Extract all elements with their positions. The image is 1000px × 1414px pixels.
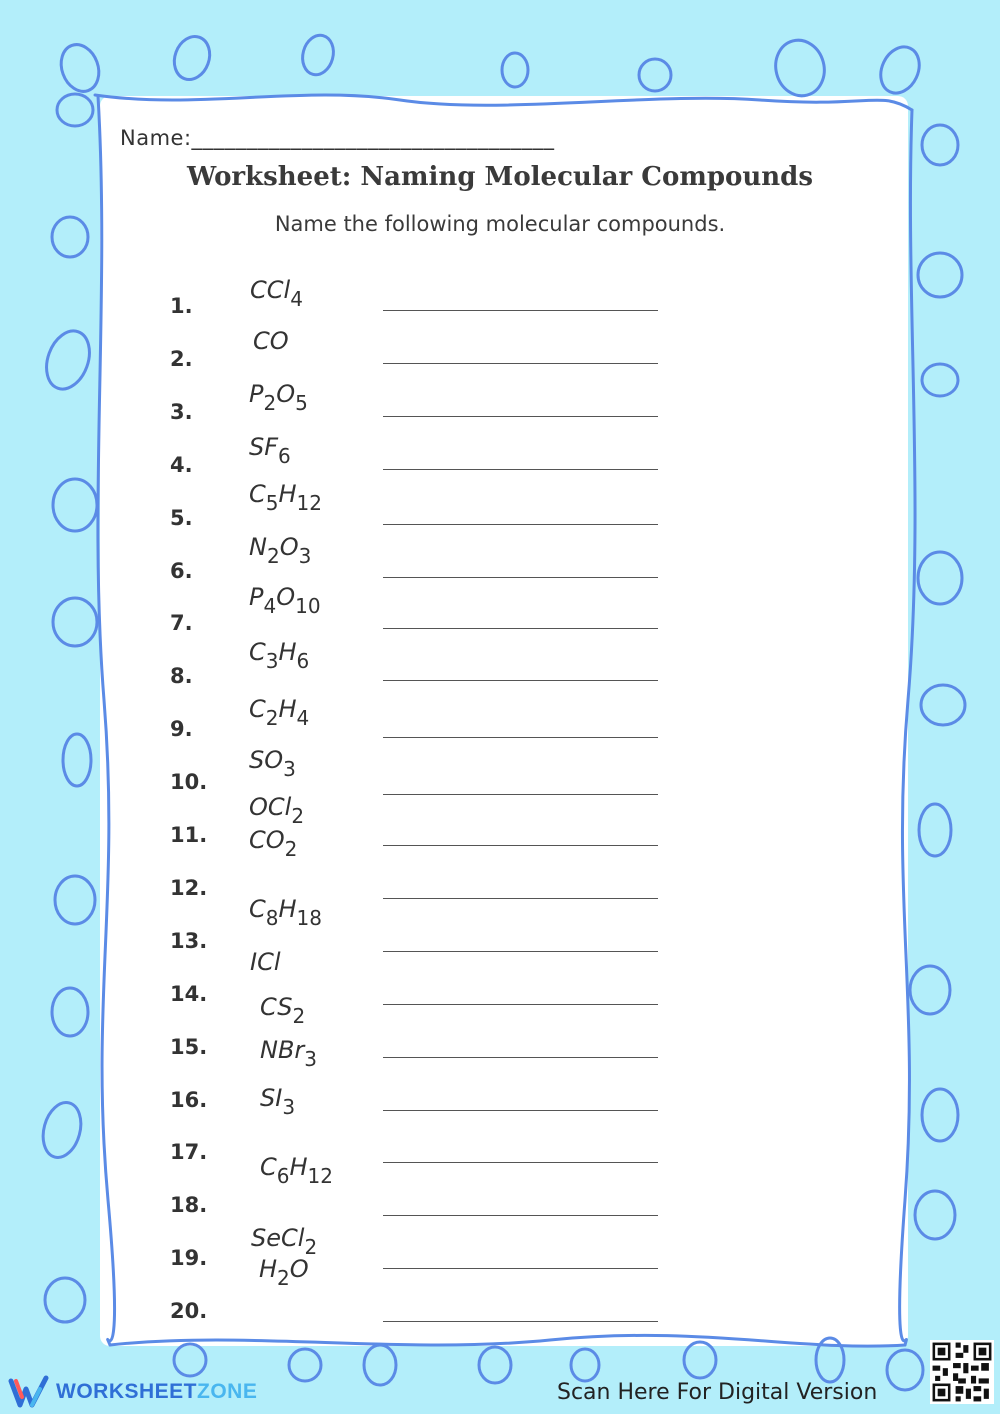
- formula-subscript: 2: [292, 1003, 306, 1028]
- question-number: 3.: [170, 399, 193, 424]
- worksheet-title: Worksheet: Naming Molecular Compounds: [187, 162, 813, 192]
- question-number: 1.: [170, 294, 193, 318]
- question-number: 17.: [170, 1140, 208, 1165]
- formula-subscript: 12: [307, 1164, 333, 1189]
- compound-formula: [250, 948, 281, 976]
- question-row: [0, 894, 1000, 963]
- answer-line[interactable]: [383, 680, 658, 681]
- answer-line[interactable]: [383, 1110, 658, 1111]
- question-number: 8.: [170, 664, 193, 689]
- question-row: [0, 793, 1000, 857]
- question-number: 4.: [170, 452, 193, 477]
- formula-subscript: 5: [295, 390, 308, 415]
- scan-text: Scan Here For Digital Version: [557, 1380, 878, 1405]
- compound-formula: [249, 432, 291, 468]
- formula-subscript: 8: [265, 905, 279, 930]
- formula-symbol: P: [249, 583, 264, 612]
- formula-symbol: C: [249, 638, 266, 667]
- question-row: [0, 638, 1000, 698]
- question-row: [0, 1224, 1000, 1280]
- answer-line[interactable]: [383, 1268, 658, 1269]
- question-row: [0, 479, 1000, 540]
- formula-symbol: O: [289, 1255, 309, 1284]
- formula-subscript: 2: [266, 543, 280, 568]
- formula-symbol: H: [259, 1255, 278, 1284]
- question-number: 18.: [170, 1193, 208, 1218]
- formula-subscript: 4: [296, 706, 310, 731]
- worksheetzone-w-icon: [8, 1375, 52, 1409]
- formula-symbol: C: [260, 1153, 277, 1182]
- compound-formula: [260, 1153, 333, 1189]
- answer-line[interactable]: [383, 845, 658, 846]
- question-number: 5.: [170, 505, 193, 530]
- compound-formula: [249, 638, 310, 674]
- formula-subscript: 6: [296, 649, 310, 674]
- question-row: [0, 432, 1000, 487]
- formula-subscript: 5: [265, 490, 279, 515]
- formula-subscript: 3: [298, 543, 312, 568]
- compound-formula: [249, 583, 321, 619]
- answer-line[interactable]: [383, 794, 658, 795]
- question-number: 9.: [170, 717, 193, 742]
- formula-symbol: O: [279, 532, 299, 561]
- question-number: 10.: [170, 770, 208, 795]
- compound-formula: [260, 1084, 296, 1120]
- question-number: 7.: [170, 611, 193, 636]
- formula-subscript: 2: [277, 1266, 290, 1291]
- question-row: [0, 379, 1000, 434]
- question-number: 12.: [170, 875, 208, 900]
- compound-formula: [251, 1224, 318, 1260]
- question-row: [0, 278, 1000, 328]
- formula-subscript: 4: [263, 594, 277, 619]
- formula-symbol: H: [278, 695, 297, 724]
- compound-formula: [249, 825, 298, 861]
- question-row: [0, 695, 1000, 751]
- compound-formula: [250, 276, 303, 311]
- answer-line[interactable]: [383, 737, 658, 738]
- worksheet-instructions: Name the following molecular compounds.: [274, 212, 726, 236]
- answer-line[interactable]: [383, 416, 658, 417]
- formula-symbol: H: [289, 1153, 308, 1182]
- formula-subscript: 3: [282, 1095, 296, 1120]
- formula-symbol: O: [276, 379, 296, 408]
- formula-symbol: H: [278, 638, 297, 667]
- formula-symbol: O: [276, 583, 296, 612]
- formula-subscript: 3: [304, 1046, 318, 1071]
- compound-formula: [249, 695, 310, 731]
- question-number: 16.: [170, 1087, 208, 1112]
- formula-subscript: 6: [278, 443, 291, 468]
- question-number: 6.: [170, 558, 193, 583]
- question-row: [0, 326, 1000, 381]
- formula-subscript: 2: [304, 1235, 318, 1260]
- question-row: [0, 746, 1000, 804]
- compound-formula: [249, 793, 305, 828]
- formula-symbol: CS: [260, 992, 293, 1021]
- question-number: 2.: [170, 346, 193, 371]
- worksheetzone-logo: [8, 1374, 257, 1410]
- logo-word-zone: ZONE: [197, 1380, 258, 1403]
- compound-formula: [259, 1255, 309, 1291]
- formula-symbol: CCl: [250, 276, 291, 304]
- logo-text: [56, 1380, 257, 1404]
- compound-formula: [260, 992, 306, 1028]
- answer-line[interactable]: [383, 1321, 658, 1322]
- formula-symbol: CO: [249, 825, 285, 854]
- compound-formula: [249, 746, 296, 782]
- compound-formula: [260, 1035, 318, 1071]
- formula-subscript: 2: [284, 836, 298, 861]
- answer-line[interactable]: [383, 898, 658, 899]
- question-number: 11.: [170, 823, 208, 847]
- formula-symbol: SI: [260, 1084, 283, 1113]
- formula-symbol: ICl: [250, 947, 281, 976]
- compound-formula: [253, 327, 289, 355]
- formula-subscript: 3: [265, 649, 279, 674]
- answer-line[interactable]: [383, 577, 658, 578]
- formula-symbol: CO: [253, 326, 289, 355]
- question-row: [0, 1153, 1000, 1227]
- formula-subscript: 3: [283, 757, 296, 782]
- answer-line[interactable]: [383, 1162, 658, 1163]
- formula-subscript: 10: [295, 594, 321, 619]
- formula-symbol: P: [249, 379, 264, 408]
- compound-formula: [249, 479, 322, 515]
- formula-subscript: 2: [291, 804, 305, 828]
- formula-symbol: H: [278, 894, 297, 923]
- compound-formula: [249, 532, 312, 568]
- formula-symbol: OCl: [249, 793, 292, 821]
- formula-symbol: SO: [249, 746, 284, 775]
- formula-subscript: 4: [290, 287, 303, 311]
- formula-symbol: NBr: [260, 1035, 305, 1064]
- question-number: 20.: [170, 1299, 208, 1324]
- name-field-label: Name:_________________________________: [120, 126, 555, 150]
- answer-line[interactable]: [383, 628, 658, 629]
- formula-symbol: C: [249, 695, 266, 724]
- formula-subscript: 2: [265, 706, 279, 731]
- answer-line[interactable]: [383, 1057, 658, 1058]
- formula-subscript: 12: [296, 490, 322, 515]
- question-number: 19.: [170, 1246, 208, 1271]
- question-row: [0, 583, 1000, 645]
- formula-symbol: N: [249, 532, 267, 561]
- answer-line[interactable]: [383, 310, 658, 311]
- answer-line[interactable]: [383, 1004, 658, 1005]
- answer-line[interactable]: [383, 1215, 658, 1216]
- question-row: [0, 947, 1000, 1016]
- formula-subscript: 6: [276, 1164, 290, 1189]
- question-row: [0, 532, 1000, 593]
- question-number: 15.: [170, 1034, 208, 1059]
- answer-line[interactable]: [383, 951, 658, 952]
- question-number: 13.: [170, 928, 208, 953]
- compound-formula: [249, 894, 322, 930]
- formula-symbol: SF: [249, 432, 279, 461]
- formula-symbol: H: [278, 479, 297, 508]
- answer-line[interactable]: [383, 469, 658, 470]
- logo-word-worksheet: WORKSHEET: [56, 1380, 197, 1403]
- question-number: 14.: [170, 981, 208, 1006]
- formula-symbol: SeCl: [251, 1224, 305, 1253]
- compound-formula: [249, 379, 308, 415]
- qr-code-icon[interactable]: [930, 1340, 994, 1404]
- formula-subscript: 18: [296, 905, 322, 930]
- answer-line[interactable]: [383, 363, 658, 364]
- formula-symbol: C: [249, 479, 266, 508]
- formula-symbol: C: [249, 894, 266, 923]
- answer-line[interactable]: [383, 524, 658, 525]
- formula-subscript: 2: [263, 390, 277, 415]
